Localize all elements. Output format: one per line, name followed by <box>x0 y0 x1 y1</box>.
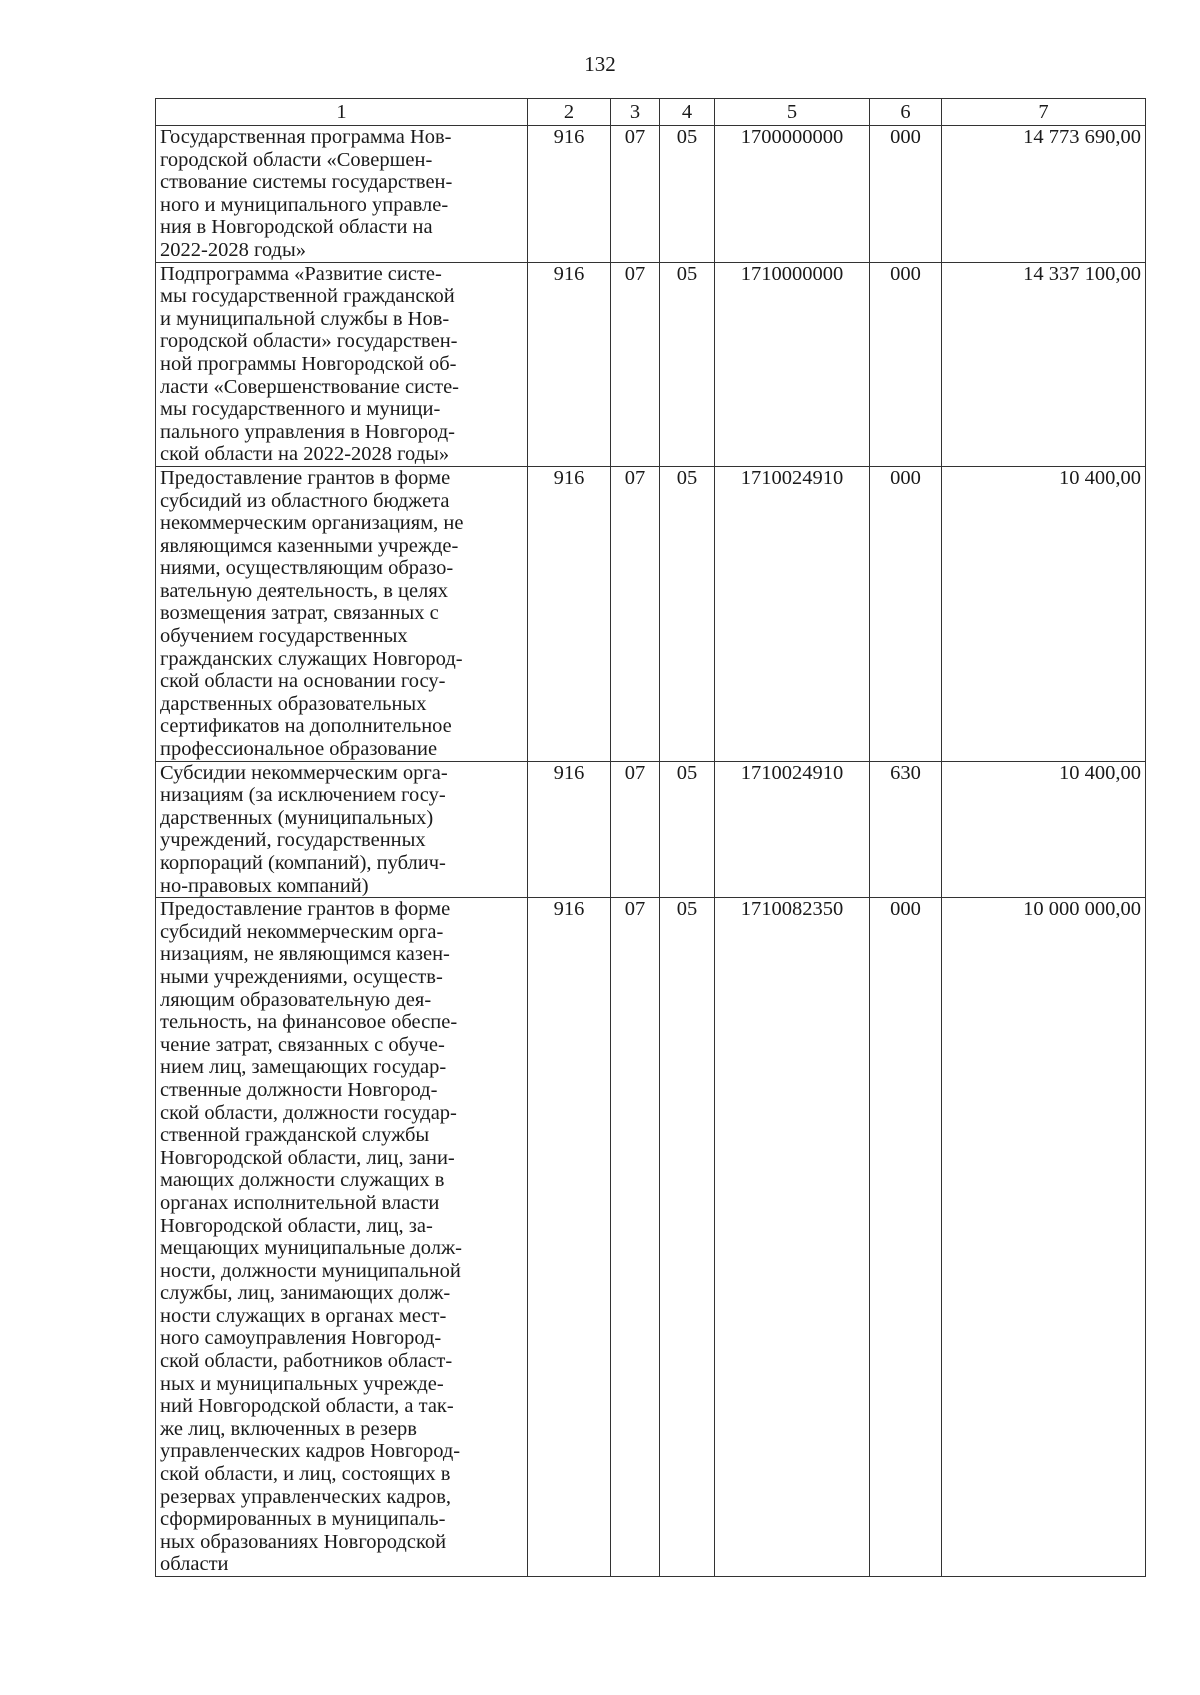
description-line: ственной гражданской службы <box>160 1124 430 1147</box>
header-col-2: 2 <box>528 99 611 126</box>
description-line: низациям, не являющимся казен- <box>160 943 450 966</box>
description-line: пального управления в Новгород- <box>160 420 455 443</box>
description-line: ными учреждениями, осуществ- <box>160 965 443 988</box>
description-line: корпораций (компаний), публич- <box>160 852 446 874</box>
description-line: Предоставление грантов в форме <box>160 898 451 921</box>
header-col-1: 1 <box>156 99 528 126</box>
description-line: ской области, работников област- <box>160 1350 453 1373</box>
description-line: службы, лиц, занимающих долж- <box>160 1282 451 1305</box>
description-line: органах исполнительной власти <box>160 1191 440 1214</box>
header-col-7: 7 <box>942 99 1146 126</box>
description-line: Новгородской области, лиц, зани- <box>160 1146 455 1169</box>
description-line: субсидий из областного бюджета <box>160 489 450 512</box>
description-line: являющимся казенными учрежде- <box>160 534 459 557</box>
description-line: ниями, осуществляющим образо- <box>160 557 454 580</box>
description-line: мающих должности служащих в <box>160 1169 445 1192</box>
section-code: 07 <box>611 761 660 898</box>
description-line: ской области, должности государ- <box>160 1101 457 1124</box>
description-line: некоммерческим организациям, не <box>160 512 464 535</box>
description-line: Государственная программа Нов- <box>160 126 452 148</box>
description-line: нием лиц, замещающих государ- <box>160 1056 447 1079</box>
description-line: мещающих муниципальные долж- <box>160 1237 462 1260</box>
target-article-code: 1700000000 <box>715 126 870 263</box>
description-line: сформированных в муниципаль- <box>160 1508 446 1531</box>
description-line: ской области, и лиц, состоящих в <box>160 1463 451 1486</box>
grbs-code: 916 <box>528 761 611 898</box>
description-line: мы государственной гражданской <box>160 285 455 308</box>
description-line: чение затрат, связанных с обуче- <box>160 1033 445 1056</box>
target-article-code: 1710024910 <box>715 466 870 761</box>
description-line: субсидий некоммерческим орга- <box>160 920 444 943</box>
description-line: резервах управленческих кадров, <box>160 1485 452 1508</box>
row-description <box>156 898 528 1577</box>
amount-value: 10 400,00 <box>942 761 1146 898</box>
expense-type-code: 630 <box>870 761 942 898</box>
description-line: ных и муниципальных учрежде- <box>160 1372 444 1395</box>
target-article-code: 1710000000 <box>715 262 870 466</box>
header-col-6: 6 <box>870 99 942 126</box>
description-line: Субсидии некоммерческим орга- <box>160 761 448 784</box>
description-line: но-правовых компаний) <box>160 874 369 897</box>
amount-value: 14 773 690,00 <box>942 126 1146 263</box>
description-line: учреждений, государственных <box>160 829 426 852</box>
header-row <box>156 99 1146 126</box>
section-code: 07 <box>611 262 660 466</box>
expense-type-code: 000 <box>870 466 942 761</box>
table-row <box>156 262 1146 466</box>
description-line: ных образованиях Новгородской <box>160 1530 447 1553</box>
description-line: и муниципальной службы в Нов- <box>160 307 450 330</box>
description-line: Предоставление грантов в форме <box>160 466 451 489</box>
table-row <box>156 466 1146 761</box>
description-line: 2022-2028 годы» <box>160 238 306 261</box>
header-col-3: 3 <box>611 99 660 126</box>
amount-value: 10 400,00 <box>942 466 1146 761</box>
description-line: ской области на 2022-2028 годы» <box>160 443 450 466</box>
expense-type-code: 000 <box>870 898 942 1577</box>
table-row <box>156 126 1146 263</box>
description-line: ности, должности муниципальной <box>160 1259 461 1282</box>
target-article-code: 1710082350 <box>715 898 870 1577</box>
description-line: сертификатов на дополнительное <box>160 715 452 738</box>
subsection-code: 05 <box>660 466 715 761</box>
section-code: 07 <box>611 466 660 761</box>
description-line: Подпрограмма «Развитие систе- <box>160 262 442 285</box>
description-line: управленческих кадров Новгород- <box>160 1440 461 1463</box>
description-line: ляющим образовательную дея- <box>160 988 432 1011</box>
subsection-code: 05 <box>660 761 715 898</box>
expense-type-code: 000 <box>870 262 942 466</box>
row-description <box>156 466 528 761</box>
description-line: вательную деятельность, в целях <box>160 579 449 602</box>
description-line: ния в Новгородской области на <box>160 216 433 239</box>
header-col-5: 5 <box>715 99 870 126</box>
page-number: 132 <box>584 52 616 76</box>
table-row <box>156 898 1146 1577</box>
description-line: низациям (за исключением госу- <box>160 784 446 807</box>
description-line: ской области на основании госу- <box>160 670 446 693</box>
amount-value: 14 337 100,00 <box>942 262 1146 466</box>
description-line: гражданских служащих Новгород- <box>160 647 463 670</box>
description-line: городской области «Совершен- <box>160 148 433 171</box>
description-line: мы государственного и муници- <box>160 398 441 421</box>
row-description <box>156 761 528 898</box>
subsection-code: 05 <box>660 126 715 263</box>
budget-table <box>155 98 1146 1577</box>
description-line: ного и муниципального управле- <box>160 193 449 216</box>
description-line: тельность, на финансовое обеспе- <box>160 1011 458 1034</box>
table-row <box>156 761 1146 898</box>
subsection-code: 05 <box>660 262 715 466</box>
row-description <box>156 262 528 466</box>
header-col-4: 4 <box>660 99 715 126</box>
row-description <box>156 126 528 263</box>
section-code: 07 <box>611 126 660 263</box>
description-line: дарственных (муниципальных) <box>160 806 434 829</box>
grbs-code: 916 <box>528 262 611 466</box>
description-line: ности служащих в органах мест- <box>160 1304 447 1327</box>
description-line: ствование системы государствен- <box>160 171 453 194</box>
subsection-code: 05 <box>660 898 715 1577</box>
amount-value: 10 000 000,00 <box>942 898 1146 1577</box>
description-line: Новгородской области, лиц, за- <box>160 1214 433 1237</box>
grbs-code: 916 <box>528 126 611 263</box>
grbs-code: 916 <box>528 466 611 761</box>
section-code: 07 <box>611 898 660 1577</box>
grbs-code: 916 <box>528 898 611 1577</box>
target-article-code: 1710024910 <box>715 761 870 898</box>
description-line: профессиональное образование <box>160 738 438 761</box>
description-line: городской области» государствен- <box>160 330 458 353</box>
description-line: ного самоуправления Новгород- <box>160 1327 442 1350</box>
description-line: же лиц, включенных в резерв <box>160 1417 417 1440</box>
description-line: ний Новгородской области, а так- <box>160 1395 454 1418</box>
description-line: ной программы Новгородской об- <box>160 352 457 375</box>
description-line: области <box>160 1553 229 1576</box>
description-line: возмещения затрат, связанных с <box>160 602 439 625</box>
description-line: ственные должности Новгород- <box>160 1078 438 1101</box>
description-line: ласти «Совершенствование систе- <box>160 375 459 398</box>
expense-type-code: 000 <box>870 126 942 263</box>
description-line: обучением государственных <box>160 625 408 648</box>
description-line: дарственных образовательных <box>160 692 427 715</box>
